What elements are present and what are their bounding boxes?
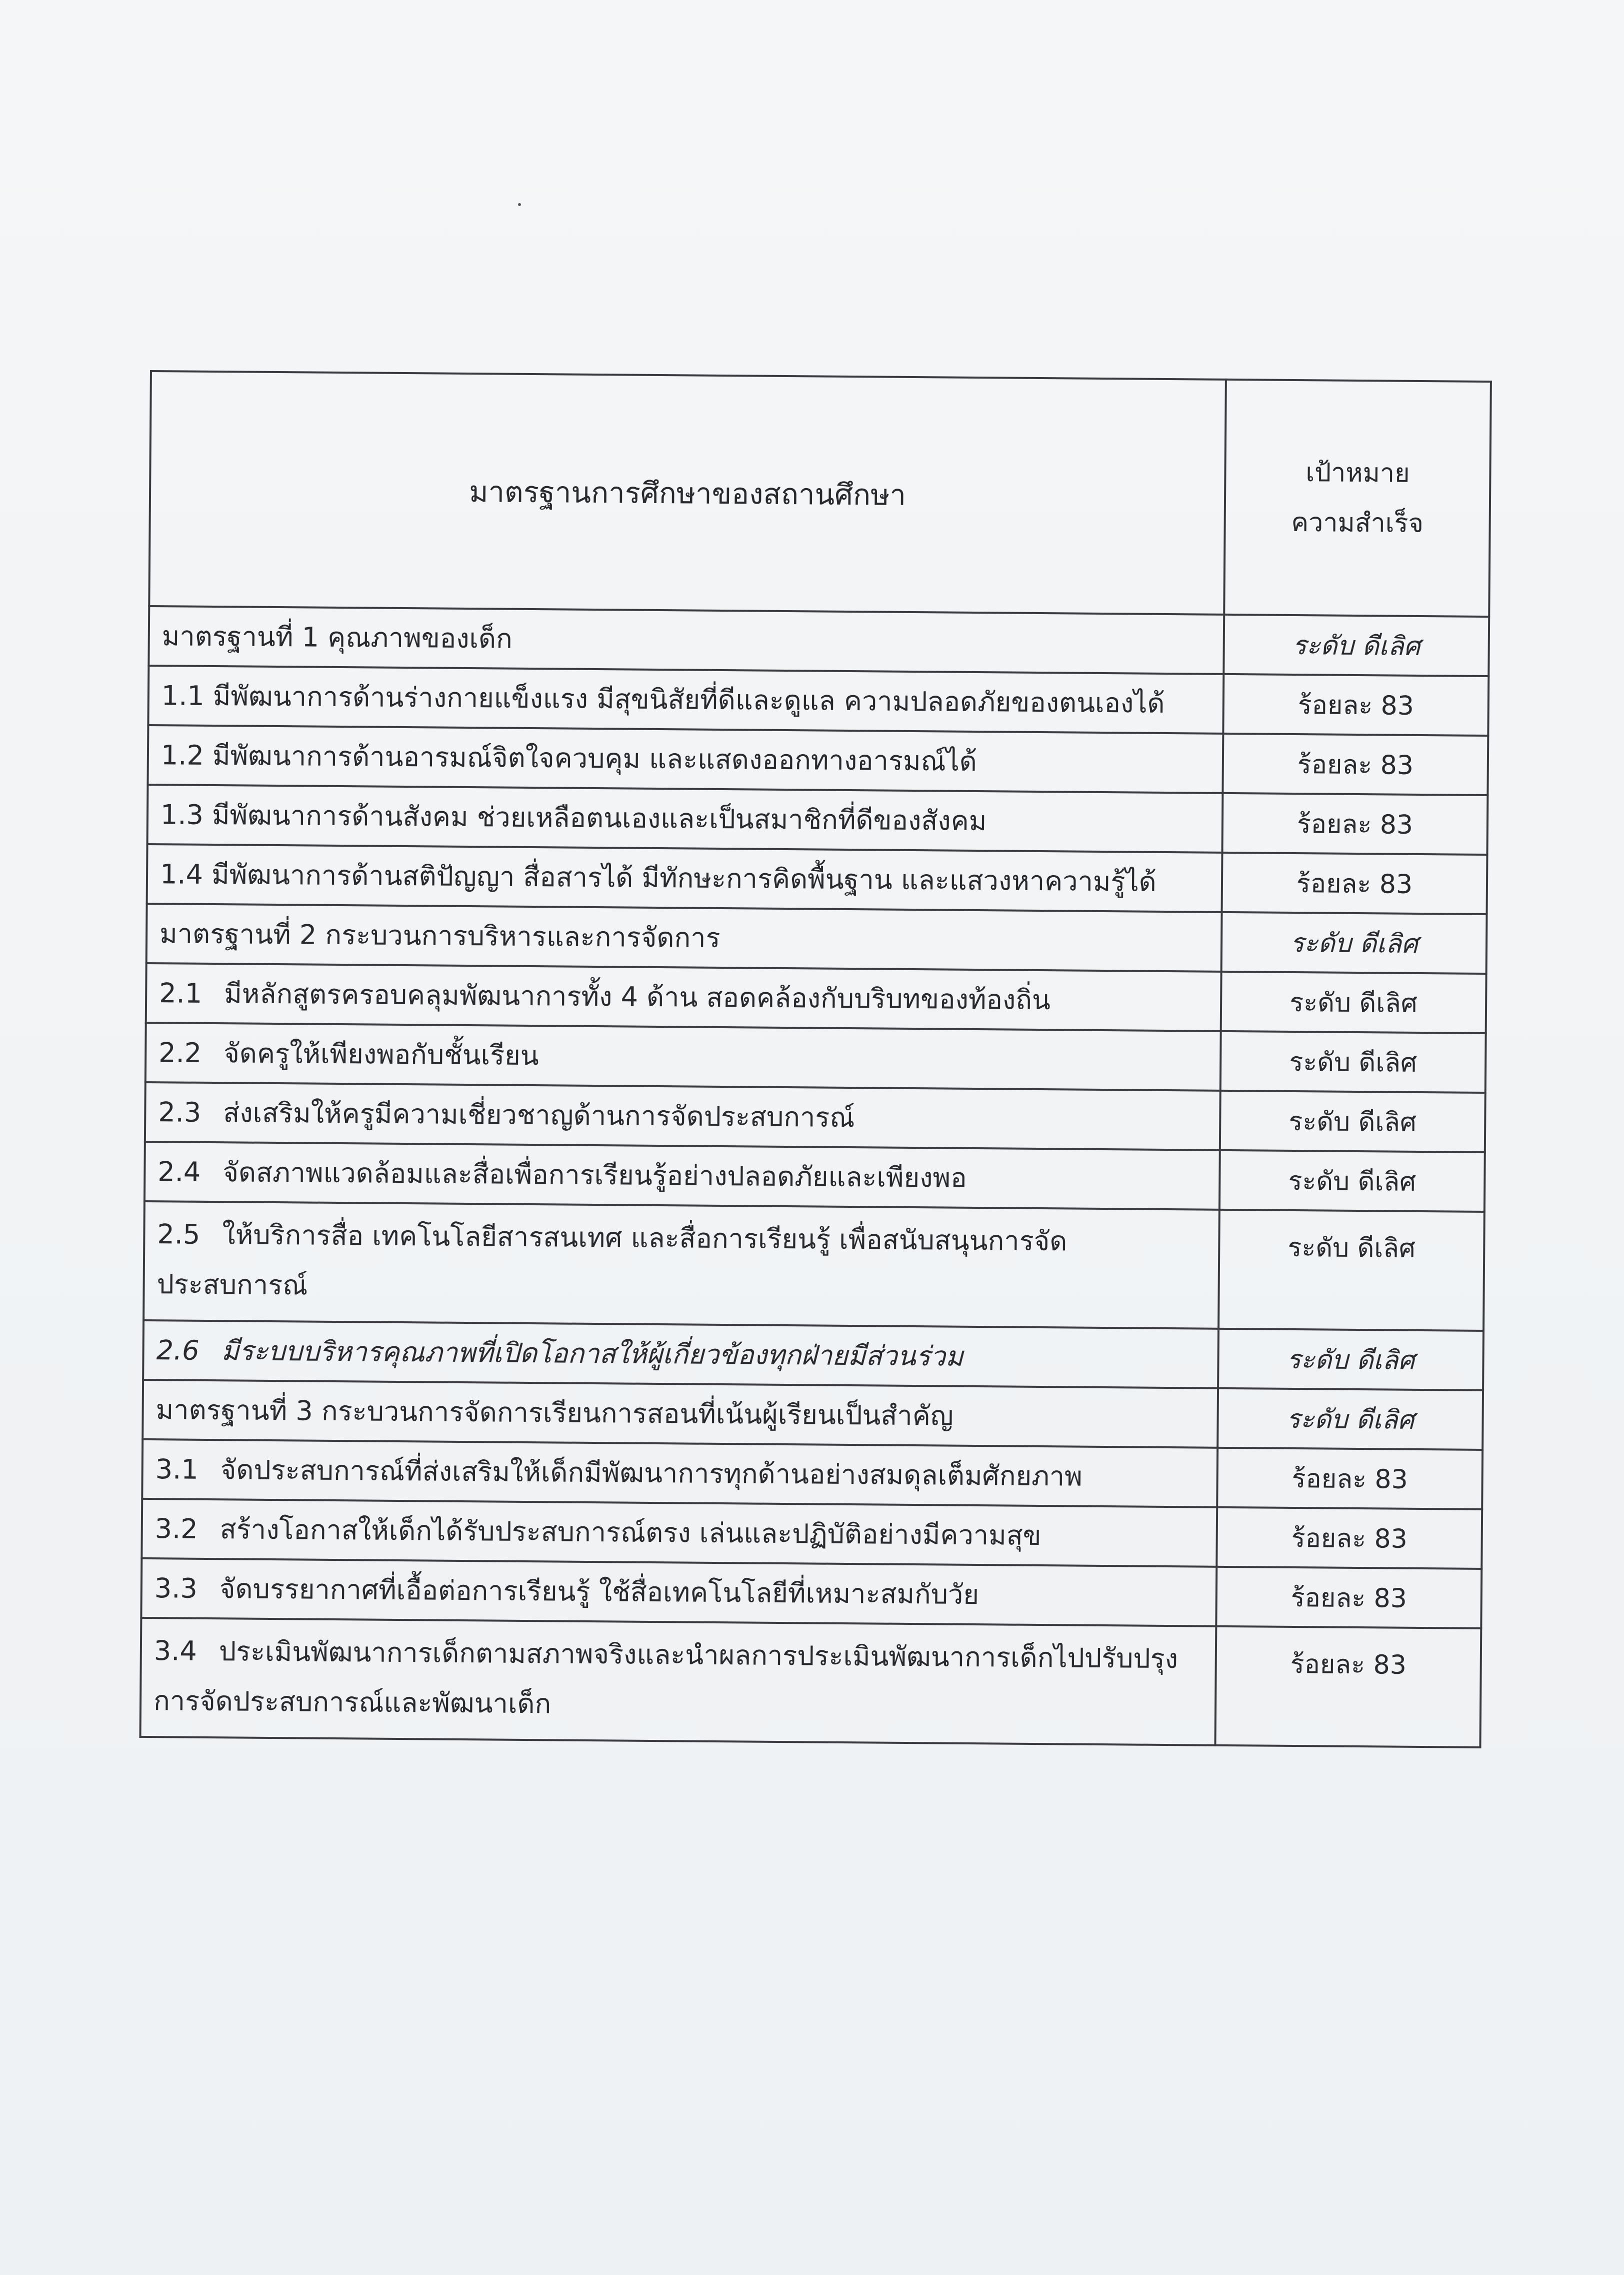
table-row: [140, 1618, 1482, 1747]
standard-2-target: ระดับ ดีเลิศ: [1222, 912, 1487, 974]
table-row: [147, 844, 1488, 914]
indicator-target: ระดับ ดีเลิศ: [1220, 1150, 1485, 1212]
indicator-text: [145, 1082, 1220, 1150]
standard-3-target: ระดับ ดีเลิศ: [1218, 1388, 1483, 1450]
indicator-number: 2.3: [158, 1096, 202, 1128]
indicator-number: 2.5: [157, 1218, 200, 1250]
indicator-label: จัดครูให้เพียงพอกับชั้นเรียน: [224, 1037, 539, 1071]
table-row: [148, 725, 1488, 795]
indicator-target: ระดับ ดีเลิศ: [1220, 1031, 1486, 1093]
indicator-number: 2.2: [158, 1036, 202, 1069]
standard-1-row: [148, 606, 1489, 676]
indicator-text: 1.2 มีพัฒนาการด้านอารมณ์จิตใจควบคุม และแสดงออกทางอารมณ์ได้: [148, 725, 1223, 793]
standard-1-target: ระดับ ดีเลิศ: [1224, 615, 1489, 676]
header-target-line1: เป้าหมาย: [1306, 458, 1410, 489]
indicator-label: ส่งเสริมให้ครูมีความเชี่ยวชาญด้านการจัดประสบการณ์: [223, 1096, 855, 1133]
indicator-number: 2.6: [156, 1334, 200, 1366]
indicator-text: [142, 1499, 1217, 1567]
standard-3-title: มาตรฐานที่ 3 กระบวนการจัดการเรียนการสอนที่เน้นผู้เรียนเป็นสำคัญ: [142, 1380, 1218, 1448]
indicator-label: ให้บริการสื่อ เทคโนโลยีสารสนเทศ และสื่อการเรียนรู้ เพื่อสนับสนุนการจัดประสบการณ์: [156, 1219, 1068, 1301]
standard-1-title: มาตรฐานที่ 1 คุณภาพของเด็ก: [148, 606, 1224, 674]
indicator-label: ประเมินพัฒนาการเด็กตามสภาพจริงและนำผลการประเมินพัฒนาการเด็กไปปรับปรุงการจัดประสบการณ์และพัฒนาเด็ก: [153, 1635, 1178, 1720]
table-row: [144, 1201, 1484, 1331]
indicator-text: [140, 1618, 1216, 1745]
indicator-number: 3.4: [154, 1635, 198, 1667]
indicator-number: 3.2: [154, 1512, 198, 1545]
indicator-target: ร้อยละ 83: [1222, 853, 1488, 914]
table-row: [141, 1558, 1482, 1628]
indicator-text: [146, 963, 1222, 1031]
indicator-label: จัดสภาพแวดล้อมและสื่อเพื่อการเรียนรู้อย่างปลอดภัยและเพียงพอ: [222, 1156, 967, 1194]
indicator-label: จัดประสบการณ์ที่ส่งเสริมให้เด็กมีพัฒนาการทุกด้านอย่างสมดุลเต็มศักยภาพ: [220, 1453, 1082, 1492]
indicator-text: [143, 1320, 1218, 1388]
indicator-target: ระดับ ดีเลิศ: [1221, 972, 1486, 1033]
indicator-label: มีระบบบริหารคุณภาพที่เปิดโอกาสให้ผู้เกี่ยวข้องทุกฝ่ายมีส่วนร่วม: [221, 1334, 964, 1372]
table-row: [146, 963, 1486, 1033]
indicator-text: [146, 1023, 1221, 1091]
indicator-label: สร้างโอกาสให้เด็กได้รับประสบการณ์ตรง เล่นและปฏิบัติอย่างมีความสุข: [220, 1513, 1042, 1551]
indicator-target: ร้อยละ 83: [1216, 1507, 1482, 1569]
table-row: [144, 1142, 1485, 1212]
standard-2-title: มาตรฐานที่ 2 กระบวนการบริหารและการจัดการ: [146, 904, 1222, 972]
indicator-target: ระดับ ดีเลิศ: [1218, 1329, 1484, 1390]
indicator-label: มีหลักสูตรครอบคลุมพัฒนาการทั้ง 4 ด้าน สอดคล้องกับบริบทของท้องถิ่น: [224, 977, 1051, 1016]
education-standards-table: [140, 370, 1492, 1748]
standard-3-row: [142, 1380, 1483, 1450]
standard-2-row: [146, 904, 1487, 974]
table-row: [145, 1082, 1486, 1152]
indicator-text: [144, 1142, 1220, 1210]
table-row: [143, 1320, 1484, 1390]
table-row: [146, 1023, 1486, 1093]
indicator-number: 3.3: [154, 1572, 198, 1604]
header-target: [1224, 380, 1491, 617]
indicator-target: ระดับ ดีเลิศ: [1218, 1210, 1484, 1331]
indicator-number: 2.4: [158, 1155, 201, 1188]
header-target-line2: ความสำเร็จ: [1291, 507, 1424, 539]
header-standard: มาตรฐานการศึกษาของสถานศึกษา: [149, 371, 1226, 615]
indicator-text: 1.3 มีพัฒนาการด้านสังคม ช่วยเหลือตนเองและเป็นสมาชิกที่ดีของสังคม: [148, 785, 1223, 853]
indicator-text: [141, 1558, 1216, 1626]
table-row: [142, 1439, 1482, 1509]
indicator-text: [144, 1201, 1220, 1329]
indicator-label: จัดบรรยากาศที่เอื้อต่อการเรียนรู้ ใช้สื่อเทคโนโลยีที่เหมาะสมกับวัย: [219, 1572, 980, 1610]
indicator-target: ร้อยละ 83: [1216, 1567, 1482, 1628]
indicator-target: ร้อยละ 83: [1217, 1448, 1482, 1509]
table-row: [148, 666, 1488, 736]
indicator-target: ร้อยละ 83: [1222, 793, 1488, 855]
indicator-target: ร้อยละ 83: [1215, 1626, 1481, 1747]
indicator-text: [142, 1439, 1218, 1507]
table-header-row: [149, 371, 1491, 617]
indicator-number: 3.1: [155, 1453, 198, 1485]
paper-speck: [518, 203, 521, 206]
table-row: [148, 785, 1488, 855]
indicator-target: ร้อยละ 83: [1222, 734, 1488, 795]
indicator-text: 1.4 มีพัฒนาการด้านสติปัญญา สื่อสารได้ มีทักษะการคิดพื้นฐาน และแสวงหาความรู้ได้: [147, 844, 1222, 912]
indicator-target: ร้อยละ 83: [1223, 674, 1488, 736]
table-row: [142, 1499, 1482, 1569]
indicator-text: 1.1 มีพัฒนาการด้านร่างกายแข็งแรง มีสุขนิสัยที่ดีและดูแล ความปลอดภัยของตนเองได้: [148, 666, 1224, 734]
indicator-target: ระดับ ดีเลิศ: [1220, 1091, 1486, 1152]
indicator-number: 2.1: [158, 977, 202, 1009]
